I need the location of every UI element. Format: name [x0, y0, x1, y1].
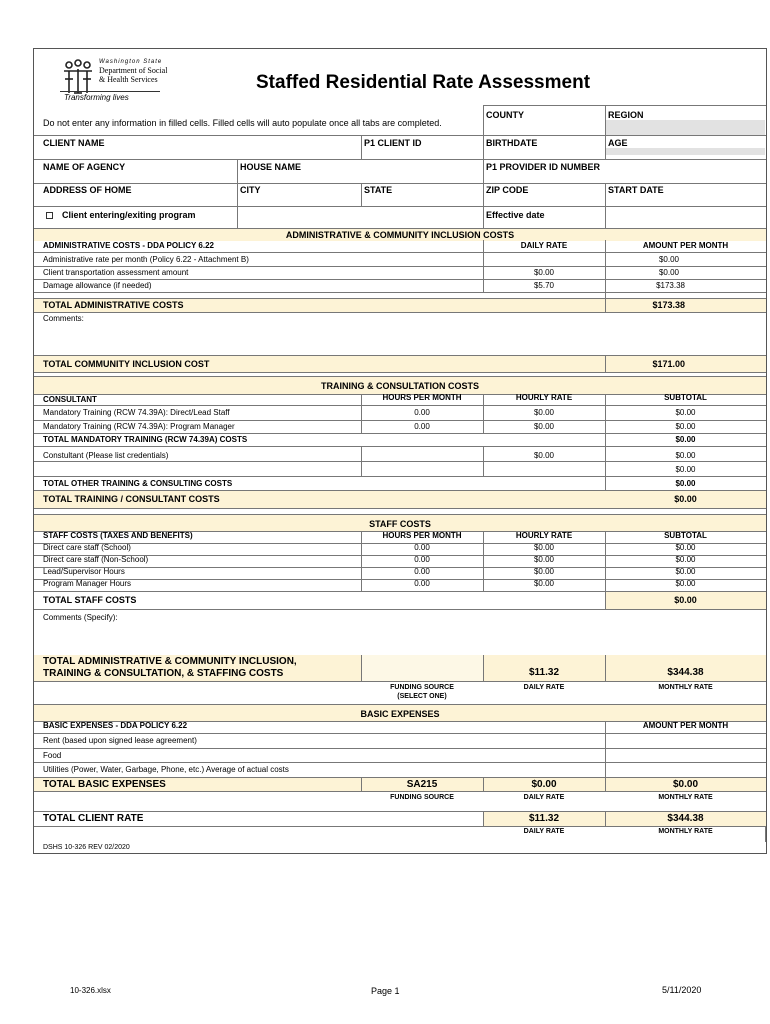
training-row-2-rate: $0.00 — [533, 422, 555, 431]
admin-row-2-daily: $0.00 — [533, 268, 555, 277]
staff-row-2-label: Direct care staff (Non-School) — [43, 555, 149, 564]
training-col-hours: HOURS PER MONTH — [382, 393, 462, 402]
training-row-1-rate: $0.00 — [533, 408, 555, 417]
admin-row-2-label: Client transportation assessment amount — [43, 268, 189, 277]
admin-col-month: AMOUNT PER MONTH — [642, 241, 729, 250]
staff-row-3-hours: 0.00 — [414, 567, 430, 576]
consultant-rate: $0.00 — [533, 451, 555, 460]
start-date-label: START DATE — [608, 185, 664, 195]
training-total-value: $0.00 — [674, 494, 697, 504]
page-title: Staffed Residential Rate Assessment — [256, 72, 591, 93]
basic-heading: BASIC EXPENSES - DDA POLICY 6.22 — [43, 721, 188, 730]
city-label: CITY — [240, 185, 261, 195]
training-row-2-label: Mandatory Training (RCW 74.39A): Program Manager — [43, 422, 235, 431]
other-training-total-label: TOTAL OTHER TRAINING & CONSULTING COSTS — [43, 479, 233, 488]
basic-daily-value: $0.00 — [531, 779, 557, 790]
admin-row-3-daily: $5.70 — [533, 281, 555, 290]
basic-row-rent: Rent (based upon signed lease agreement) — [43, 736, 197, 745]
address-label: ADDRESS OF HOME — [43, 185, 132, 195]
staff-row-3-rate: $0.00 — [533, 567, 555, 576]
staff-row-2-rate: $0.00 — [533, 555, 555, 564]
staff-total-label: TOTAL STAFF COSTS — [43, 595, 137, 605]
admin-col-daily: DAILY RATE — [520, 241, 568, 250]
grand-total-label-1: TOTAL ADMINISTRATIVE & COMMUNITY INCLUSION, — [43, 656, 297, 667]
staff-row-3-label: Lead/Supervisor Hours — [43, 567, 125, 576]
admin-total-value: $173.38 — [652, 300, 685, 310]
training-row-2-sub: $0.00 — [675, 422, 696, 431]
community-total-label: TOTAL COMMUNITY INCLUSION COST — [43, 359, 210, 369]
zip-label: ZIP CODE — [486, 185, 529, 195]
staff-row-4-rate: $0.00 — [533, 579, 555, 588]
staff-row-1-sub: $0.00 — [675, 543, 696, 552]
basic-row-food: Food — [43, 751, 62, 760]
staff-section-title: STAFF COSTS — [369, 519, 431, 529]
consultant-label: Constultant (Please list credentials) — [43, 451, 169, 460]
basic-total-label: TOTAL BASIC EXPENSES — [43, 779, 166, 790]
grand-daily-label: DAILY RATE — [523, 684, 565, 691]
footer-date: 5/11/2020 — [662, 985, 702, 995]
basic-monthly-value: $0.00 — [672, 779, 699, 790]
staff-comments-label: Comments (Specify): — [43, 613, 118, 622]
age-label: AGE — [608, 138, 628, 148]
staff-total-value: $0.00 — [674, 595, 697, 605]
agency-label: NAME OF AGENCY — [43, 162, 126, 172]
training-section-title: TRAINING & CONSULTATION COSTS — [321, 381, 479, 391]
training-col-rate: HOURLY RATE — [515, 393, 573, 402]
admin-heading: ADMINISTRATIVE COSTS - DDA POLICY 6.22 — [43, 241, 214, 250]
grand-select-one: (SELECT ONE) — [397, 693, 447, 700]
consultant-sub: $0.00 — [675, 451, 696, 460]
staff-heading: STAFF COSTS (TAXES AND BENEFITS) — [43, 531, 193, 540]
admin-total-label: TOTAL ADMINISTRATIVE COSTS — [43, 300, 184, 310]
state-label: STATE — [364, 185, 393, 195]
staff-row-4-sub: $0.00 — [675, 579, 696, 588]
basic-col-month: AMOUNT PER MONTH — [642, 721, 729, 730]
basic-funding-value[interactable]: SA215 — [406, 779, 438, 790]
staff-col-subtotal: SUBTOTAL — [664, 531, 707, 540]
region-label: REGION — [608, 110, 644, 120]
birthdate-label: BIRTHDATE — [486, 138, 538, 148]
staff-col-rate: HOURLY RATE — [515, 531, 573, 540]
grand-funding-label: FUNDING SOURCE — [390, 684, 454, 691]
mandatory-total-value: $0.00 — [675, 435, 696, 444]
staff-row-2-sub: $0.00 — [675, 555, 696, 564]
staff-row-4-hours: 0.00 — [414, 579, 430, 588]
staff-row-4-label: Program Manager Hours — [43, 579, 132, 588]
client-rate-monthly-label: MONTHLY RATE — [658, 828, 713, 835]
p1-client-id-label: P1 CLIENT ID — [364, 138, 422, 148]
basic-monthly-label: MONTHLY RATE — [658, 794, 713, 801]
training-row-1-sub: $0.00 — [675, 408, 696, 417]
logo-line2: Department of Social — [99, 66, 168, 75]
client-name-label: CLIENT NAME — [43, 138, 105, 148]
admin-row-2-month: $0.00 — [658, 268, 679, 277]
staff-col-hours: HOURS PER MONTH — [382, 531, 462, 540]
grand-monthly-label: MONTHLY RATE — [658, 684, 713, 691]
notice-text: Do not enter any information in filled cells. Filled cells will auto populate once all tabs are completed. — [43, 118, 442, 128]
admin-row-3-month: $173.38 — [656, 281, 685, 290]
basic-row-utilities: Utilities (Power, Water, Garbage, Phone, etc.) Average of actual costs — [43, 765, 289, 774]
basic-section-title: BASIC EXPENSES — [360, 709, 440, 719]
admin-row-3-label: Damage allowance (if needed) — [43, 281, 152, 290]
mandatory-total-label: TOTAL MANDATORY TRAINING (RCW 74.39A) COSTS — [43, 435, 248, 444]
dshs-logo-icon — [60, 59, 96, 95]
admin-section-title: ADMINISTRATIVE & COMMUNITY INCLUSION COSTS — [285, 230, 515, 240]
other-training-total-value: $0.00 — [675, 479, 696, 488]
grand-daily-value: $11.32 — [528, 667, 560, 678]
logo-tagline: Transforming lives — [64, 93, 129, 102]
form-id: DSHS 10-326 REV 02/2020 — [43, 844, 130, 851]
client-rate-daily: $11.32 — [528, 813, 560, 824]
p1-provider-label: P1 PROVIDER ID NUMBER — [486, 162, 601, 172]
logo-line3: & Health Services — [99, 75, 158, 84]
staff-row-1-label: Direct care staff (School) — [43, 543, 131, 552]
training-total-label: TOTAL TRAINING / CONSULTANT COSTS — [43, 494, 220, 504]
house-label: HOUSE NAME — [240, 162, 302, 172]
client-rate-label: TOTAL CLIENT RATE — [43, 813, 144, 824]
entering-exiting-checkbox[interactable] — [46, 212, 53, 219]
county-label: COUNTY — [486, 110, 524, 120]
form-page — [33, 48, 767, 854]
staff-row-1-hours: 0.00 — [414, 543, 430, 552]
admin-row-1-label: Administrative rate per month (Policy 6.22 - Attachment B) — [43, 255, 249, 264]
footer-page: Page 1 — [371, 986, 400, 996]
basic-funding-label: FUNDING SOURCE — [390, 794, 454, 801]
training-row-1-hours: 0.00 — [414, 408, 430, 417]
admin-comments-label: Comments: — [43, 314, 84, 323]
effective-date-label: Effective date — [486, 210, 545, 220]
training-row-2-hours: 0.00 — [414, 422, 430, 431]
logo-line1: Washington State — [99, 59, 163, 65]
training-col-subtotal: SUBTOTAL — [664, 393, 707, 402]
grand-monthly-value: $344.38 — [667, 667, 704, 678]
staff-row-1-rate: $0.00 — [533, 543, 555, 552]
staff-row-3-sub: $0.00 — [675, 567, 696, 576]
basic-daily-label: DAILY RATE — [523, 794, 565, 801]
staff-row-2-hours: 0.00 — [414, 555, 430, 564]
checkbox-label: Client entering/exiting program — [62, 210, 196, 220]
training-row-1-label: Mandatory Training (RCW 74.39A): Direct/Lead Staff — [43, 408, 230, 417]
grand-total-label-2: TRAINING & CONSULTATION, & STAFFING COSTS — [43, 668, 284, 679]
training-col-consultant: CONSULTANT — [43, 395, 97, 404]
consultant-sub-2: $0.00 — [675, 465, 696, 474]
footer-filename: 10-326.xlsx — [70, 986, 111, 995]
client-rate-daily-label: DAILY RATE — [523, 828, 565, 835]
client-rate-monthly: $344.38 — [667, 813, 704, 824]
admin-row-1-month: $0.00 — [658, 255, 679, 264]
community-total-value: $171.00 — [652, 359, 685, 369]
